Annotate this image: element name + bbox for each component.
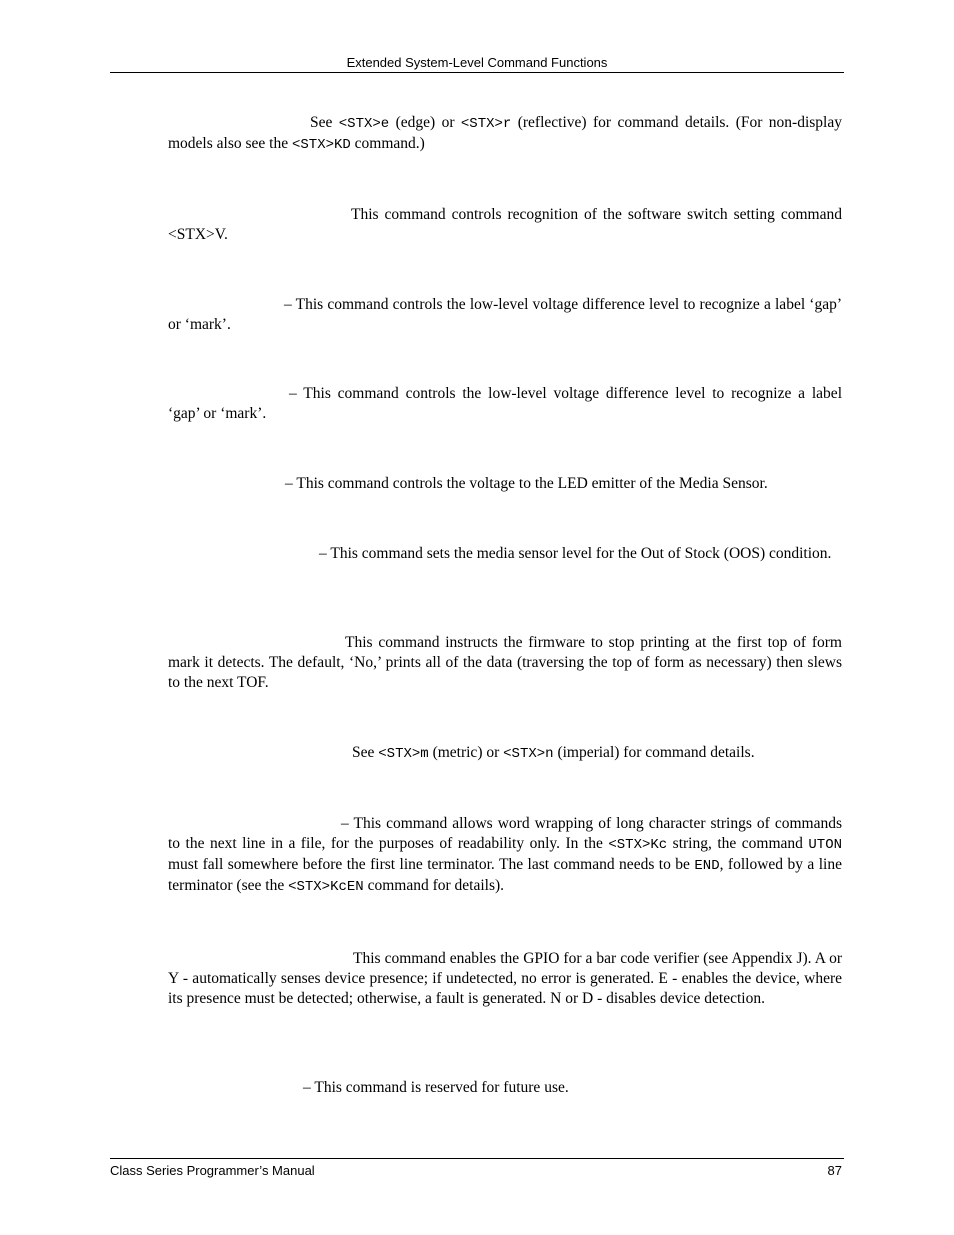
paragraph-text: , followed by a line terminator (see the bbox=[168, 856, 842, 894]
command-code: <STX>e bbox=[338, 116, 390, 132]
paragraph-text: – This command controls the voltage to the LED emitter of the Media Sensor. bbox=[285, 475, 768, 492]
paragraph-verifier-gpio bbox=[168, 949, 842, 1009]
command-code: <STX>KcEN bbox=[288, 879, 364, 895]
paragraph-led-voltage bbox=[168, 474, 842, 494]
paragraph-sensor-type bbox=[168, 113, 842, 155]
paragraph-text: This command enables the GPIO for a bar code verifier (see Appendix J). A or Y - automatically senses device presence; if undetected, no error is generated. E - enables the device, where its presence must be detected; otherwise, a fault is generated. N or D - disables device detection. bbox=[168, 950, 842, 1007]
paragraph-text: must fall somewhere before the first line terminator. The last command needs to be bbox=[168, 856, 695, 873]
paragraph-text: (metric) or bbox=[428, 744, 504, 761]
paragraph-reserved bbox=[168, 1078, 842, 1098]
paragraph-text: This command instructs the firmware to stop printing at the first top of form mark it detects. The default, ‘No,’ prints all of the data (traversing the top of form as necessary) then slews to the next TOF. bbox=[168, 634, 842, 691]
paragraph-text: See bbox=[352, 744, 379, 761]
paragraph-text: command.) bbox=[350, 135, 425, 152]
page-number: 87 bbox=[827, 1163, 842, 1178]
command-code: <STX>r bbox=[460, 116, 512, 132]
running-footer bbox=[110, 1158, 844, 1178]
paragraph-text: – This command is reserved for future use. bbox=[303, 1079, 569, 1096]
paragraph-text: string, the command bbox=[667, 835, 809, 852]
paragraph-text: – This command sets the media sensor level for the Out of Stock (OOS) condition. bbox=[319, 545, 832, 562]
paragraph-text: – This command controls the low-level voltage difference level to recognize a label ‘gap’ or ‘mark’. bbox=[168, 296, 842, 333]
command-code: <STX>n bbox=[503, 746, 554, 762]
paragraph-text: See bbox=[310, 114, 339, 131]
paragraph-mark-level bbox=[168, 384, 842, 424]
command-code: UTON bbox=[808, 837, 842, 853]
paragraph-gap-level bbox=[168, 295, 842, 335]
running-header bbox=[110, 54, 844, 73]
footer-manual-title: Class Series Programmer’s Manual bbox=[110, 1163, 315, 1178]
paragraph-text: – This command allows word wrapping of long character strings of commands to the next line in a file, for the purposes of readability only. In the bbox=[168, 815, 842, 852]
paragraph-text: This command controls recognition of the software switch setting command <STX>V. bbox=[168, 206, 842, 243]
command-code: <STX>m bbox=[378, 746, 429, 762]
paragraph-text: – This command controls the low-level voltage difference level to recognize a label ‘gap’ or ‘mark’. bbox=[168, 385, 842, 422]
header-title: Extended System-Level Command Functions bbox=[346, 55, 608, 70]
paragraph-out-of-stock bbox=[168, 544, 842, 564]
paragraph-text: (edge) or bbox=[389, 114, 461, 131]
paragraph-word-wrap bbox=[168, 814, 842, 897]
command-code: <STX>Kc bbox=[608, 837, 668, 853]
paragraph-units bbox=[168, 743, 842, 764]
command-code: <STX>KD bbox=[291, 137, 351, 153]
paragraph-text: (imperial) for command details. bbox=[553, 744, 755, 761]
paragraph-software-switch bbox=[168, 205, 842, 245]
paragraph-text: command for details). bbox=[363, 877, 505, 894]
command-code: END bbox=[694, 858, 720, 874]
paragraph-top-of-form bbox=[168, 633, 842, 693]
paragraph-text: (reflective) for command details. (For non-display models also see the bbox=[168, 114, 842, 152]
